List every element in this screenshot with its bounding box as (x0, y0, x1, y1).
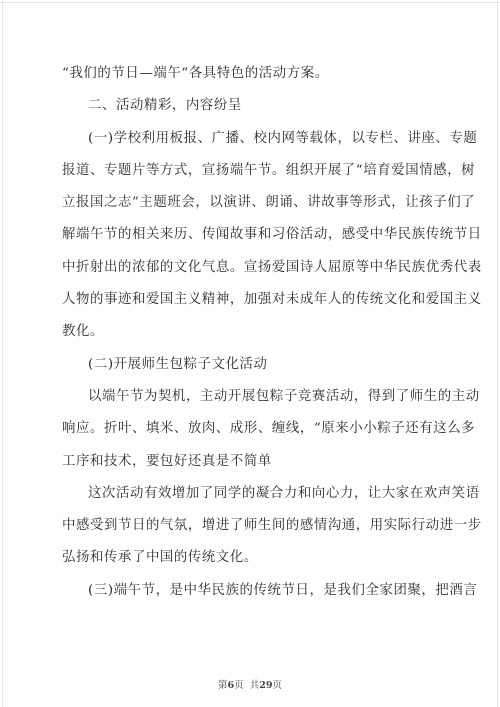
page-footer (0, 680, 500, 692)
subsection-heading: (二)开展师生包粽子文化活动 (88, 356, 268, 372)
text-line: 中感受到节日的气氛，增进了师生间的感情沟通，用实际行动进一步 (62, 518, 482, 534)
text-line: 中折射出的浓郁的文化气息。宣扬爱国诗人屈原等中华民族优秀代表 (62, 259, 482, 275)
text-line: “我们的节日—端午”各具特色的活动方案。 (62, 66, 329, 81)
text-line: (一)学校利用板报、广播、校内网等载体，以专栏、讲座、专题 (88, 130, 478, 146)
text-line: 报道、专题片等方式，宣扬端午节。组织开展了“培育爱国情感，树 (62, 162, 476, 178)
text-line: 响应。折叶、填米、放肉、成形、缠线，“原来小小粽子还有这么多 (62, 421, 476, 437)
text-line: (三)端午节，是中华民族的传统节日，是我们全家团聚，把酒言 (88, 582, 478, 598)
text-line: 解端午节的相关来历、传闻故事和习俗活动，感受中华民族传统节日 (62, 227, 482, 243)
footer-prefix: 第 (218, 680, 228, 691)
text-line: 弘扬和传承了中国的传统文化。 (62, 550, 258, 566)
text-line: 人物的事迹和爱国主义精神，加强对未成年人的传统文化和爱国主义 (62, 292, 482, 308)
page-border-top (0, 2, 500, 3)
text-line: 立报国之志”主题班会，以演讲、朗诵、讲故事等形式，让孩子们了 (62, 195, 476, 211)
text-line: 工序和技术，要包好还真是不简单 (62, 453, 272, 469)
page-border-left (2, 0, 3, 707)
footer-suffix: 页 (272, 680, 282, 691)
text-line: 这次活动有效增加了同学的凝合力和向心力，让大家在欢声笑语 (88, 485, 480, 501)
total-page-count: 29 (259, 680, 273, 691)
footer-mid: 页 共 (234, 680, 260, 691)
text-line: 以端午节为契机，主动开展包粽子竞赛活动，得到了师生的主动 (88, 388, 480, 404)
text-line: 教化。 (62, 324, 104, 340)
page-border-right (497, 0, 498, 707)
current-page-number: 6 (227, 680, 235, 691)
document-body (62, 58, 482, 607)
section-heading: 二、活动精彩，内容纷呈 (88, 98, 242, 114)
